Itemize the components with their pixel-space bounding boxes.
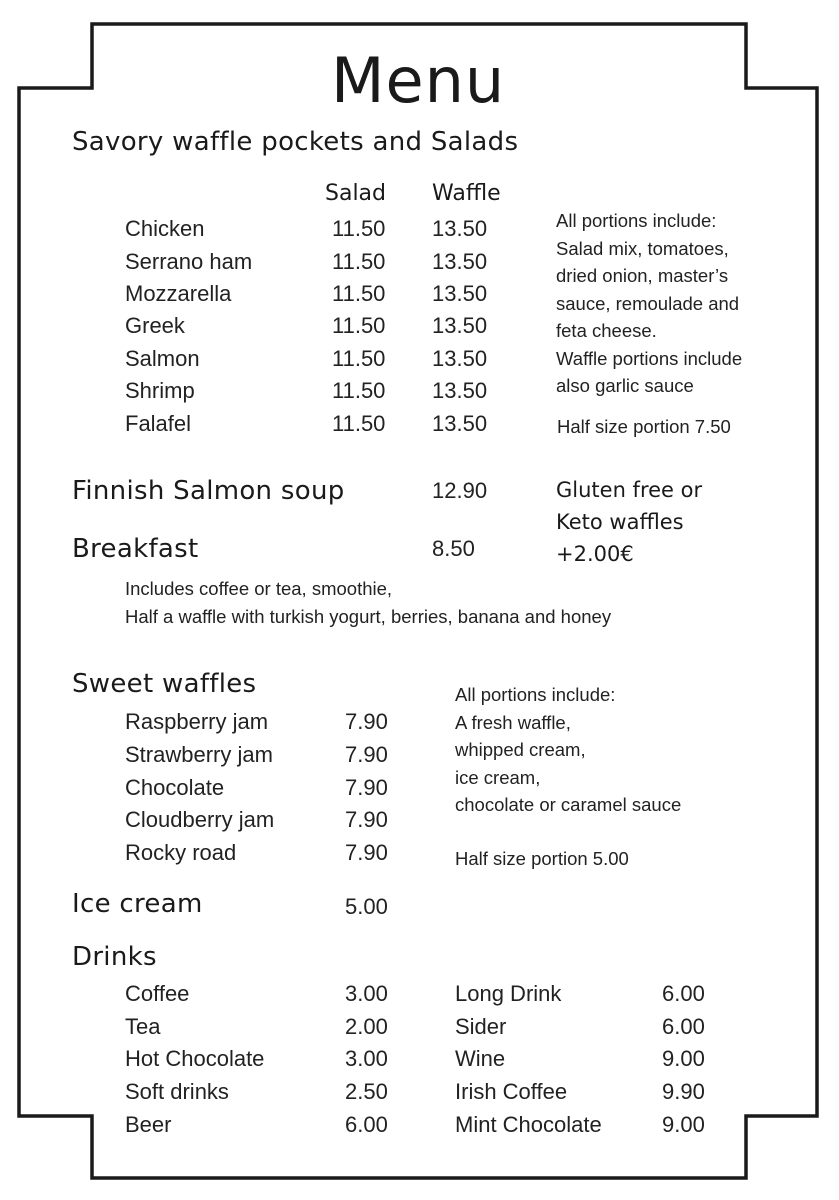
- savory-waffle-price: 13.50: [432, 313, 488, 338]
- savory-salad-price: 11.50: [332, 313, 386, 338]
- note-line: Half a waffle with turkish yogurt, berries, banana and honey: [125, 605, 612, 627]
- sweet-item-name: Chocolate: [125, 775, 225, 800]
- drink-name: Hot Chocolate: [125, 1046, 265, 1071]
- savory-item-name: Shrimp: [125, 378, 195, 403]
- drink-name: Beer: [125, 1112, 172, 1137]
- drink-name: Tea: [125, 1014, 161, 1039]
- savory-item-name: Greek: [125, 313, 185, 338]
- drink-price: 9.00: [662, 1046, 705, 1071]
- note-line: All portions include:: [556, 210, 717, 231]
- savory-item-name: Mozzarella: [125, 281, 232, 306]
- note-line: All portions include:: [455, 684, 616, 705]
- note-line: whipped cream,: [455, 739, 586, 760]
- drink-price: 2.00: [345, 1014, 388, 1039]
- drink-name: Wine: [455, 1046, 506, 1071]
- sweet-item-name: Rocky road: [125, 840, 237, 865]
- drink-price: 6.00: [662, 981, 705, 1006]
- drink-price: 6.00: [662, 1014, 705, 1039]
- savory-item-name: Chicken: [125, 216, 205, 241]
- note-line: feta cheese.: [556, 320, 657, 341]
- drink-name: Long Drink: [455, 981, 562, 1006]
- drink-name: Irish Coffee: [455, 1079, 568, 1104]
- sweet-heading: Sweet waffles: [72, 669, 257, 699]
- breakfast-name: Breakfast: [72, 534, 199, 564]
- note-line: Salad mix, tomatoes,: [556, 237, 729, 259]
- gluten-free-note: [556, 474, 702, 570]
- sweet-item-price: 7.90: [345, 709, 388, 734]
- drink-price: 3.00: [345, 981, 388, 1006]
- note-line: Waffle portions include: [556, 347, 743, 369]
- breakfast-price: 8.50: [432, 536, 475, 561]
- sweet-half-portion: Half size portion 5.00: [455, 848, 629, 869]
- drink-price: 9.00: [662, 1112, 705, 1137]
- savory-waffle-price: 13.50: [432, 346, 488, 371]
- icecream-price: 5.00: [345, 894, 388, 919]
- savory-waffle-price: 13.50: [432, 281, 488, 306]
- drink-price: 2.50: [345, 1079, 388, 1104]
- note-line: Keto waffles: [556, 510, 684, 534]
- drink-price: 3.00: [345, 1046, 388, 1071]
- drink-price: 9.90: [662, 1079, 705, 1104]
- drinks-heading: Drinks: [72, 942, 157, 972]
- savory-salad-price: 11.50: [332, 216, 386, 241]
- note-line: A fresh waffle,: [455, 711, 571, 733]
- drink-price: 6.00: [345, 1112, 388, 1137]
- breakfast-description: [125, 575, 611, 630]
- savory-salad-price: 11.50: [332, 249, 386, 274]
- note-line: Gluten free or: [556, 478, 703, 502]
- salad-column-header: Salad: [325, 181, 387, 206]
- note-line: dried onion, master’s: [556, 265, 729, 286]
- waffle-column-header: Waffle: [432, 181, 501, 206]
- savory-salad-price: 11.50: [332, 411, 386, 436]
- savory-item-name: Serrano ham: [125, 249, 253, 274]
- icecream-name: Ice cream: [72, 889, 203, 919]
- savory-waffle-price: 13.50: [432, 249, 488, 274]
- soup-price: 12.90: [432, 478, 488, 503]
- savory-salad-price: 11.50: [332, 346, 386, 371]
- note-line: +2.00€: [556, 542, 634, 566]
- savory-item-name: Falafel: [125, 411, 192, 436]
- note-line: chocolate or caramel sauce: [455, 794, 682, 815]
- sweet-item-name: Raspberry jam: [125, 709, 269, 734]
- savory-waffle-price: 13.50: [432, 378, 488, 403]
- drink-name: Mint Chocolate: [455, 1112, 602, 1137]
- sweet-item-name: Cloudberry jam: [125, 807, 275, 832]
- drink-name: Sider: [455, 1014, 507, 1039]
- savory-salad-price: 11.50: [332, 378, 386, 403]
- note-line: sauce, remoulade and: [556, 292, 740, 314]
- note-line: also garlic sauce: [556, 375, 694, 396]
- sweet-item-name: Strawberry jam: [125, 742, 273, 767]
- savory-notes: [556, 207, 742, 400]
- savory-heading: Savory waffle pockets and Salads: [72, 127, 519, 157]
- sweet-notes: [455, 681, 681, 819]
- note-line: Includes coffee or tea, smoothie,: [125, 578, 393, 599]
- savory-waffle-price: 13.50: [432, 411, 488, 436]
- drink-name: Soft drinks: [125, 1079, 229, 1104]
- savory-item-name: Salmon: [125, 346, 200, 371]
- sweet-item-price: 7.90: [345, 775, 388, 800]
- sweet-item-price: 7.90: [345, 742, 388, 767]
- drink-name: Coffee: [125, 981, 190, 1006]
- sweet-item-price: 7.90: [345, 840, 388, 865]
- savory-salad-price: 11.50: [332, 281, 386, 306]
- sweet-item-price: 7.90: [345, 807, 388, 832]
- note-line: ice cream,: [455, 766, 541, 788]
- savory-half-portion: Half size portion 7.50: [557, 416, 731, 437]
- page-title: Menu: [331, 44, 506, 117]
- savory-waffle-price: 13.50: [432, 216, 488, 241]
- soup-name: Finnish Salmon soup: [72, 476, 345, 506]
